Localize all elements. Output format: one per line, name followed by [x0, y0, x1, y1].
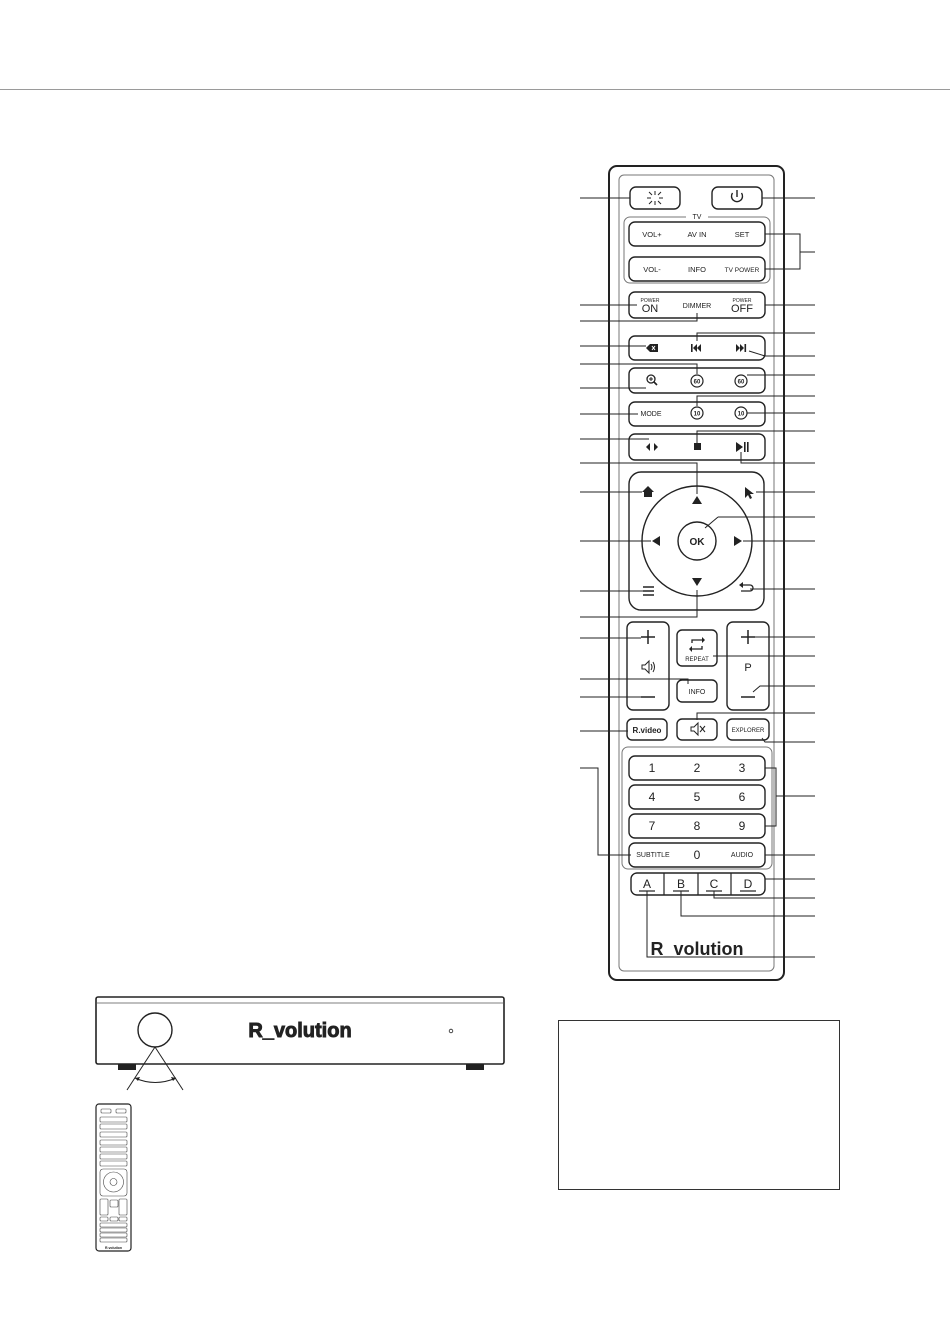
skip-forward-label: 10 — [737, 411, 745, 418]
tv-vol-plus-label: VOL+ — [642, 230, 662, 239]
digit-9: 9 — [738, 819, 746, 833]
mute-button[interactable] — [677, 719, 717, 740]
digit-6: 6 — [738, 790, 746, 804]
power-on-label: ON — [641, 303, 659, 315]
tv-group-label: TV — [692, 214, 702, 221]
media-player-device — [96, 997, 504, 1070]
program-label: P — [744, 662, 752, 674]
color-key-c: C — [709, 877, 719, 891]
power-on-small-label: POWER — [640, 298, 660, 304]
ir-receiver-window — [138, 1013, 172, 1047]
power-off-label: OFF — [731, 303, 753, 315]
color-key-a: A — [642, 877, 652, 891]
digit-4: 4 — [648, 790, 656, 804]
repeat-label: REPEAT — [685, 657, 709, 663]
device-brand-logo: R_volution — [248, 1020, 352, 1042]
digit-8: 8 — [693, 819, 701, 833]
power-button[interactable] — [712, 187, 762, 209]
ok-label: OK — [689, 537, 705, 548]
digit-1: 1 — [648, 761, 656, 775]
info-label: INFO — [688, 689, 706, 696]
tv-set-label: SET — [734, 230, 750, 239]
tv-vol-minus-label: VOL- — [643, 265, 661, 274]
explorer-label: EXPLORER — [731, 728, 765, 734]
tv-power-label: TV POWER — [724, 267, 760, 274]
digit-3: 3 — [738, 761, 746, 775]
color-key-d: D — [743, 877, 753, 891]
mode-label: MODE — [640, 411, 662, 418]
skip-back-label: 10 — [693, 411, 701, 418]
power-off-small-label: POWER — [732, 298, 752, 304]
thumbnail-brand: R.volution — [104, 1246, 123, 1250]
digit-7: 7 — [648, 819, 656, 833]
jump-forward-label: 60 — [737, 379, 745, 386]
jump-back-label: 60 — [693, 379, 701, 386]
dimmer-label: DIMMER — [682, 303, 712, 310]
subtitle-label: SUBTITLE — [636, 852, 670, 859]
stop-icon — [694, 443, 701, 450]
tv-av-in-label: AV IN — [687, 230, 707, 239]
digit-2: 2 — [693, 761, 701, 775]
tv-info-label: INFO — [688, 265, 706, 274]
digit-0: 0 — [693, 848, 701, 862]
color-key-b: B — [676, 877, 686, 891]
light-button[interactable] — [630, 187, 680, 209]
empty-notes-box — [558, 1020, 840, 1190]
remote-brand-logo: R_volution — [650, 939, 744, 959]
remote-thumbnail — [96, 1104, 131, 1251]
rvideo-label: R.video — [632, 726, 662, 735]
digit-5: 5 — [693, 790, 701, 804]
audio-label: AUDIO — [730, 852, 754, 859]
repeat-button[interactable] — [677, 630, 717, 666]
